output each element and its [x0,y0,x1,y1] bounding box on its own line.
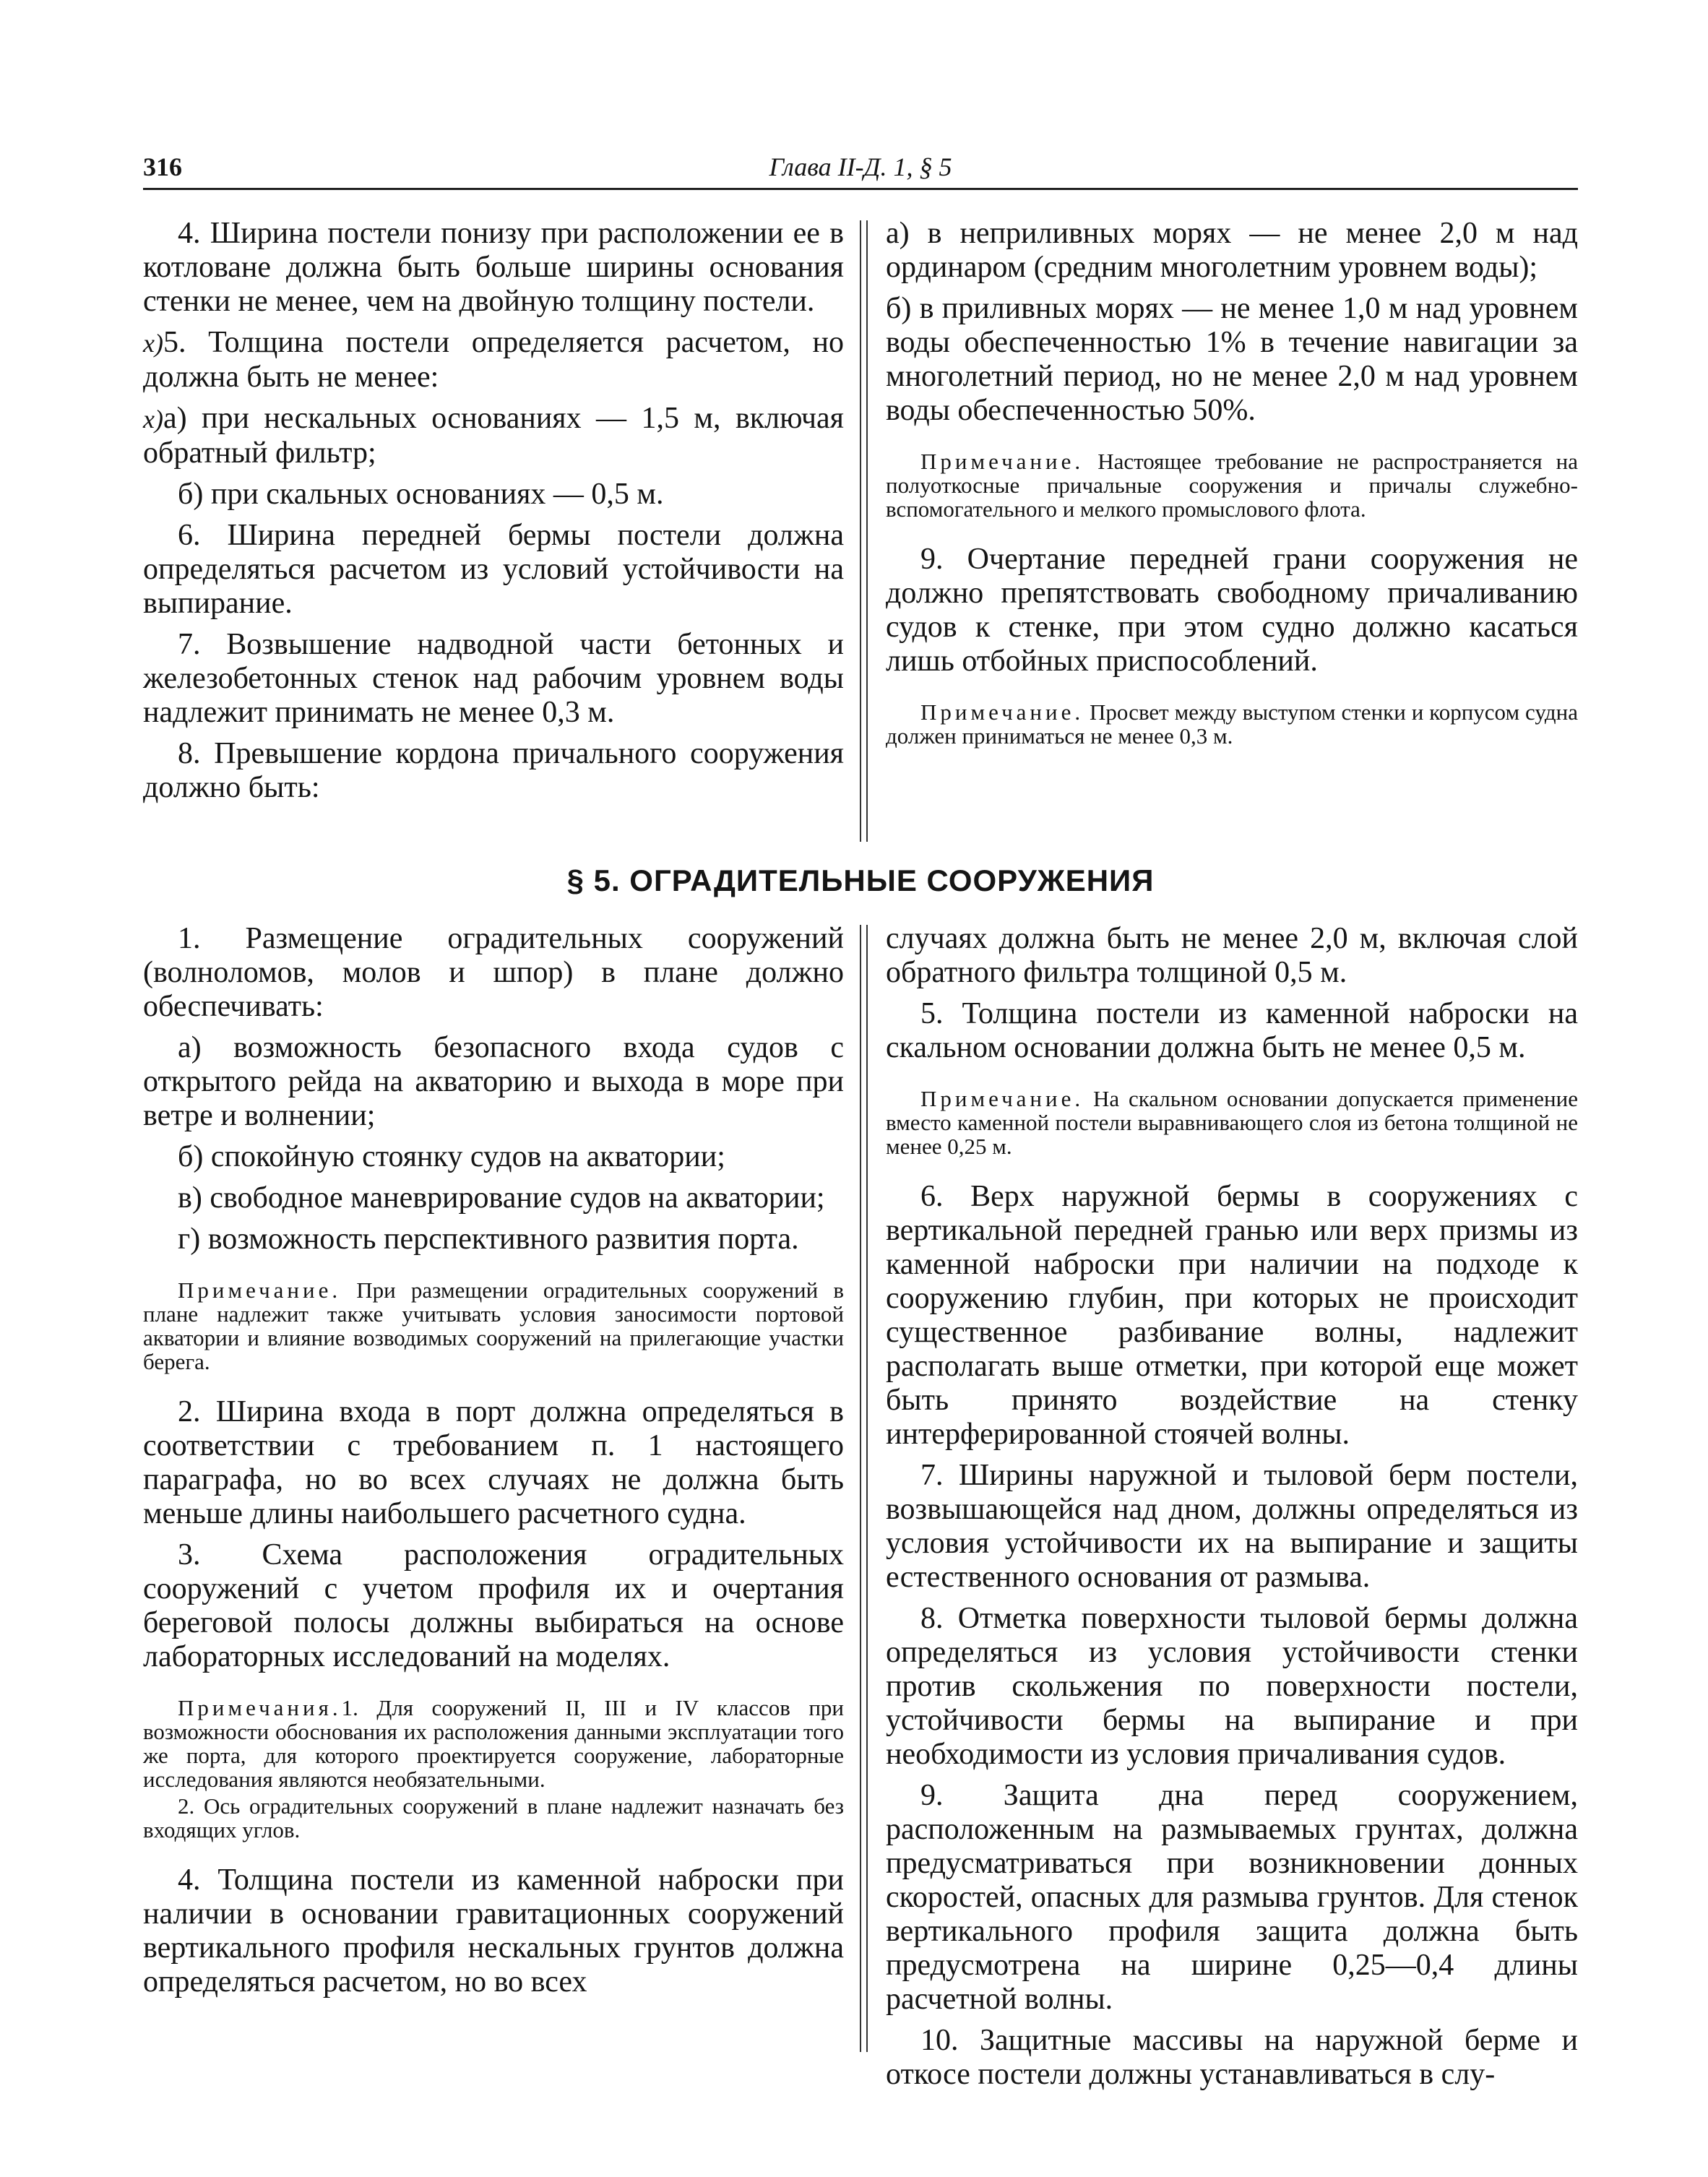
column-divider [860,925,868,2052]
paragraph-1c: в) свободное маневрирование судов на акватории; [178,1181,825,1215]
paragraph-9: 9. Очертание передней грани сооружения не должно препятствовать свободному причаливанию судов к стенке, при этом судно должно касаться лишь отбойных приспособлений. [886,543,1578,678]
paragraph-6: 6. Верх наружной бермы в сооружениях с вертикальной передней гранью или верх призмы из каменной наброски при наличии на подходе к сооружению глубин, при которых не происходит существенное разбивание волны, надлежит располагать выше отметки, при которой еще может быть принято воздействие на стенку интерферированной стоячей волны. [886,1180,1578,1451]
paragraph-4-continued: случаях должна быть не менее 2,0 м, включая слой обратного фильтра толщиной 0,5 м. [886,922,1578,989]
bottom-right-column [886,922,1578,2099]
paragraph-5 [143,326,844,395]
paragraph-1d: г) возможность перспективного развития порта. [178,1223,799,1256]
note-label: Примечание. [920,699,1084,725]
note-text: Настоящее требование не распространяется на полуоткосные причальные сооружения и причалы служебно-вспомогательного и мелкого промыслового флота. [886,449,1578,522]
paragraph-4: 4. Ширина постели понизу при расположении ее в котловане должна быть больше ширины основания стенки не менее, чем на двойную толщину постели. [143,217,844,318]
top-left-column [143,217,844,812]
paragraph-8: 8. Отметка поверхности тыловой бермы должна определяться из условия устойчивости стенки против скольжения по поверхности постели, устойчивости бермы на выпирание и при необходимости из условия причаливания судов. [886,1602,1578,1771]
paragraph-5: 5. Толщина постели из каменной наброски на скальном основании должна быть не менее 0,5 м. [886,997,1578,1064]
note-text: 1. Для сооружений II, III и IV классов при возможности обоснования их расположения данными эксплуатации того же порта, для которого проектируется сооружение, лабораторные исследования являются необязательными. [143,1695,844,1792]
paragraph-8a: а) в неприливных морях — не менее 2,0 м над ординаром (средним многолетним уровнем воды); [886,217,1578,284]
note-item-2: 2. Ось оградительных сооружений в плане надлежит назначать без входящих углов. [143,1793,844,1842]
page-number: 316 [143,152,182,181]
paragraph-5a-text: а) при нескальных основаниях — 1,5 м, включая обратный фильтр; [143,402,844,470]
note [886,700,1578,748]
note [143,1278,844,1374]
paragraph-7: 7. Ширины наружной и тыловой берм постели, возвышающейся над дном, должны определяться из условия устойчивости их на выпирание и защиты естественного основания от размыва. [886,1459,1578,1594]
running-title: Глава II-Д. 1, § 5 [769,152,952,181]
paragraph-9: 9. Защита дна перед сооружением, расположенным на размываемых грунтах, должна предусматриваться при возникновении донных скоростей, опасных для размыва грунтов. Для стенок вертикального профиля защита должна быть предусмотрена на ширине 0,25—0,4 длины расчетной волны. [886,1779,1578,2016]
paragraph-10: 10. Защитные массивы на наружной берме и откосе постели должны устанавливаться в слу- [886,2024,1578,2091]
note-text: При размещении оградительных сооружений в плане надлежит также учитывать условия заносимости портовой акватории и влияние возводимых сооружений на прилегающие участки берега. [143,1277,844,1374]
paragraph-1a: а) возможность безопасного входа судов с открытого рейда на акваторию и выхода в море при ветре и волнении; [143,1031,844,1132]
note [143,1696,844,1791]
paragraph-5b: б) при скальных основаниях — 0,5 м. [178,478,664,511]
note-text: Просвет между выступом стенки и корпусом судна должен приниматься не менее 0,3 м. [886,699,1579,749]
note [886,1087,1578,1158]
note-label: Примечание. [178,1277,342,1303]
paragraph-6: 6. Ширина передней бермы постели должна определяться расчетом из условий устойчивости на выпирание. [143,519,844,620]
note-label: Примечание. [920,449,1084,474]
margin-mark: x) [143,405,163,434]
paragraph-8: 8. Превышение кордона причального сооружения должно быть: [143,737,844,804]
paragraph-4: 4. Толщина постели из каменной наброски при наличии в основании гравитационных сооружений вертикального профиля нескальных грунтов должна определяться расчетом, но во всех [143,1863,844,1999]
note-label: Примечание. [920,1086,1084,1111]
paragraph-2: 2. Ширина входа в порт должна определяться в соответствии с требованием п. 1 настоящего параграфа, но во всех случаях не должна быть меньше длины наибольшего расчетного судна. [143,1395,844,1530]
paragraph-1: 1. Размещение оградительных сооружений (волноломов, молов и шпор) в плане должно обеспечивать: [143,922,844,1023]
note [886,449,1578,521]
paragraph-8b: б) в приливных морях — не менее 1,0 м над уровнем воды обеспеченностью 1% в течение навигации за многолетний период, но не менее 2,0 м над уровнем воды обеспеченностью 50%. [886,292,1578,427]
column-divider [860,220,868,842]
paragraph-3: 3. Схема расположения оградительных сооружений с учетом профиля их и очертания береговой полосы должны выбираться на основе лабораторных исследований на моделях. [143,1538,844,1673]
paragraph-7: 7. Возвышение надводной части бетонных и железобетонных стенок над рабочим уровнем воды надлежит принимать не менее 0,3 м. [143,628,844,729]
note-label: Примечания. [178,1695,342,1720]
page-header [143,152,1578,190]
paragraph-5-text: 5. Толщина постели определяется расчетом, но должна быть не менее: [143,326,844,394]
paragraph-1b: б) спокойную стоянку судов на акватории; [178,1140,725,1173]
note-text: На скальном основании допускается применение вместо каменной постели выравнивающего слоя из бетона толщиной не менее 0,25 м. [886,1086,1578,1159]
bottom-left-column [143,922,844,2006]
top-right-column [886,217,1578,770]
paragraph-5a [143,402,844,470]
section-title: § 5. ОГРАДИТЕЛЬНЫЕ СООРУЖЕНИЯ [566,863,1155,897]
margin-mark: x) [143,329,163,358]
